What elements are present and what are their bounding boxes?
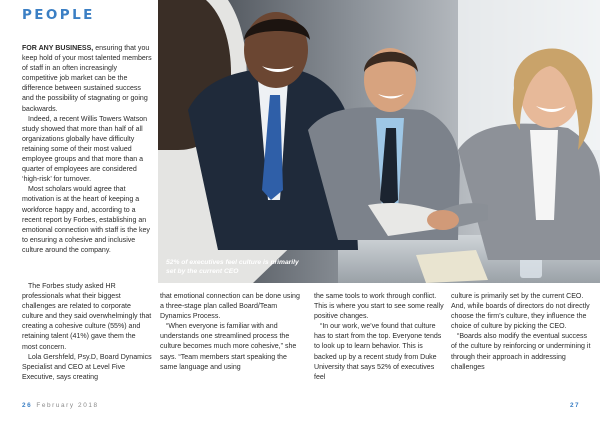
page-number-right: 27 <box>570 402 580 409</box>
paragraph: The Forbes study asked HR professionals what their biggest challenges are related to corporate culture and they said overwhelmingly that creating a cohesive culture (55%) and retaining talent (41%) gave them the most concern. <box>22 283 152 351</box>
paragraph: “Boards also modify the eventual success of the culture by reinforcing or undermining it through their approach in addressing challenges <box>451 333 591 371</box>
paragraph: culture is primarily set by the current CEO. And, while boards of directors do not directly choose the firm’s culture, they influence the choice of culture by picking the CEO. <box>451 293 590 331</box>
article-column-1 <box>22 44 152 256</box>
paragraph: “In our work, we’ve found that culture has to start from the top. Everyone tends to look up to learn behavior. This is backed up by a recent study from Duke University that says 52% of executives feel <box>314 323 442 381</box>
handshake-meeting-image <box>158 0 600 283</box>
issue-date: February 2018 <box>36 402 99 409</box>
lead-in: FOR ANY BUSINESS, <box>22 45 94 52</box>
hero-photo <box>158 0 600 283</box>
article-column-4 <box>314 292 444 383</box>
paragraph: Most scholars would agree that motivation is at the heart of keeping a workforce happy and, according to a recent report by Forbes, establishing an emotional connection with staff is the key to ensuring a cohesive and inclusive culture around the company. <box>22 186 150 254</box>
article-column-2 <box>22 282 152 383</box>
paragraph: FOR ANY BUSINESS, ensuring that you keep hold of your most talented members of staff in an often increasingly competitive job market can be the difference between sustained success and the possibility of stagnating or going backwards. <box>22 45 152 113</box>
paragraph: the same tools to work through conflict. This is where you start to see some really positive changes. <box>314 293 444 321</box>
paragraph: Indeed, a recent Willis Towers Watson study showed that more than half of all organizations globally have difficulty retaining some of their most valued employee groups and that more than a quarter of employees are considered ‘high-risk’ for turnover. <box>22 115 148 184</box>
article-column-5 <box>451 292 591 373</box>
footer-left <box>22 402 99 409</box>
article-column-3 <box>160 292 300 373</box>
photo-caption: 52% of executives feel culture is primarily set by the current CEO <box>166 259 299 275</box>
page-number-left: 26 <box>22 402 33 409</box>
paragraph: “When everyone is familiar with and understands one streamlined process the culture becomes much more cohesive,” she says. “Team members start speaking the same language and using <box>160 323 297 371</box>
paragraph: that emotional connection can be done using a three-stage plan called Board/Team Dynamics Process. <box>160 293 300 321</box>
section-label: PEOPLE <box>22 7 95 23</box>
paragraph: Lola Gershfeld, Psy.D, Board Dynamics Specialist and CEO at Level Five Executive, says creating <box>22 353 152 381</box>
